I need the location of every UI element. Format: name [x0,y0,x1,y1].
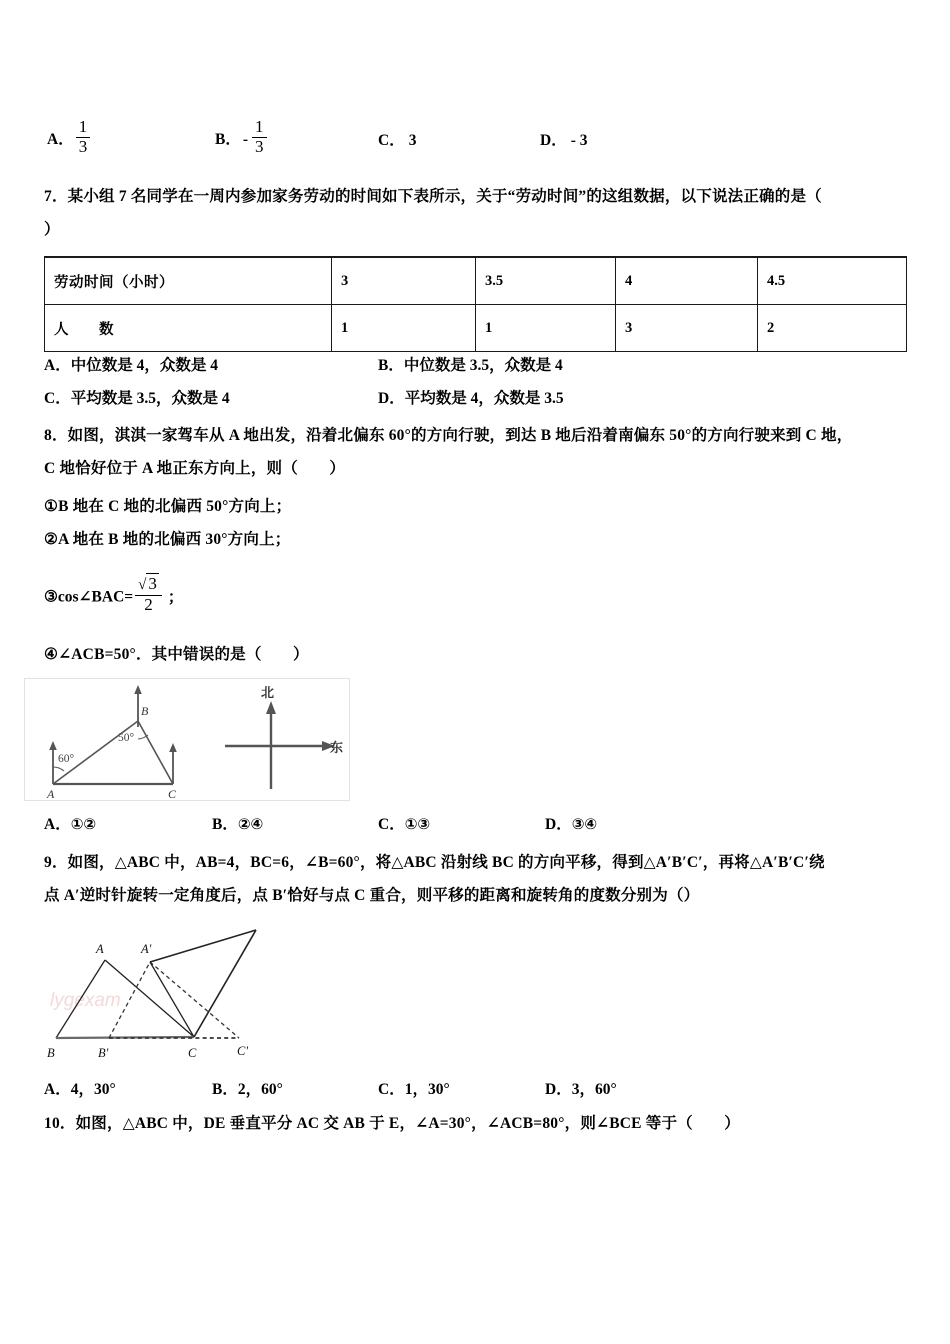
q9-option-a-text: 4，30° [70,1081,116,1098]
q8-option-c-key: C． [378,816,405,833]
q7-option-c-key: C． [44,390,71,407]
q8-item-4: ④∠ACB=50°．其中错误的是（ ） [44,646,309,663]
q7-stem-line1: 7．某小组 7 名同学在一周内参加家务劳动的时间如下表所示，关于“劳动时间”的这组数据，以下说法正确的是（ [44,188,822,205]
q8-item-2: ②A 地在 B 地的北偏西 30°方向上； [44,531,291,548]
q9-figure-svg [34,920,324,1065]
q9-option-b-text: 2，60° [237,1081,283,1098]
q7-option-d-text: 平均数是 4，众数是 3.5 [404,390,564,407]
q8-option-b [212,812,263,834]
q7-option-c-text: 平均数是 3.5，众数是 4 [70,390,230,407]
q8-option-d-text: ③④ [571,815,598,833]
q7-option-c [44,386,230,408]
table-cell: 3 [616,305,758,352]
q6-option-b-fraction [252,118,267,156]
north-arrow-c-head [169,743,177,752]
q6-option-a [47,118,92,156]
fraction-numerator [135,575,162,594]
q7-option-d [378,386,564,408]
q8-option-a-text: ①② [70,815,97,833]
q9-option-b-key: B． [212,1081,238,1098]
q6-option-c-value: 3 [408,132,417,149]
q8-figure [24,678,350,801]
fraction-denominator: 3 [78,136,88,156]
q8-item-3-prefix: ③cos∠BAC= [44,588,134,606]
q7-stem-line2: ） [44,221,60,238]
segment-aprime-c [150,962,194,1037]
q8-option-d-key: D． [545,816,572,833]
q8-label-c: C [168,787,177,800]
q6-option-c-key: C． [378,132,405,149]
q7-option-d-key: D． [378,390,405,407]
table-cell: 2 [758,305,907,352]
sqrt-icon: √ [138,577,147,593]
q9-option-d-key: D． [545,1081,572,1098]
table-row-header: 劳动时间（小时） [45,257,332,305]
q9-label-aprime: A' [141,942,152,956]
north-arrow-b-head [134,685,142,694]
segment-bc [138,721,173,784]
fraction-numerator: 1 [78,117,88,136]
q9-label-cprime: C' [237,1044,249,1058]
compass-north-head [266,701,276,714]
q10-stem-line1: 10．如图，△ABC 中，DE 垂直平分 AC 交 AB 于 E，∠A=30°，∠ACB=80°，则∠BCE 等于（ ） [44,1115,740,1132]
q7-option-a-text: 中位数是 4，众数是 4 [70,357,218,374]
q9-watermark: lygexam [50,990,121,1011]
table-cell: 3 [332,257,476,305]
q6-option-d-key: D． [540,132,567,149]
table-row [45,257,907,305]
q6-option-d [540,128,588,150]
q9-option-d [545,1077,617,1099]
q8-item-3-suffix: ； [167,588,184,606]
q8-stem-line1: 8．如图，淇淇一家驾车从 A 地出发，沿着北偏东 60°的方向行驶，到达 B 地后沿着南偏东 50°的方向行驶来到 C 地， [44,427,853,444]
q6-option-b [215,118,269,156]
q7-option-b-text: 中位数是 3.5，众数是 4 [403,357,563,374]
q6-option-d-value: - 3 [570,132,588,149]
q9-option-c [378,1077,450,1099]
q8-item-1: ①B 地在 C 地的北偏西 50°方向上； [44,498,292,515]
table-cell: 1 [476,305,616,352]
q8-option-b-text: ②④ [237,815,264,833]
table-cell: 1 [332,305,476,352]
q7-option-b [378,353,563,375]
q7-option-b-key: B． [378,357,404,374]
q8-item-3-fraction [135,575,162,614]
q8-option-c [378,812,430,834]
q9-label-a: A [96,942,104,956]
table-row-header: 人 数 [45,305,332,352]
q6-option-a-fraction [76,118,91,156]
table-cell: 4.5 [758,257,907,305]
q6-option-c [378,128,416,150]
q8-figure-svg [25,679,349,800]
table-cell: 4 [616,257,758,305]
q8-label-east: 东 [330,741,344,756]
q6-option-b-key: B． [215,130,241,148]
q9-label-bprime: B' [98,1046,109,1060]
q9-label-b: B [47,1046,55,1060]
q9-option-d-text: 3，60° [571,1081,617,1098]
q8-option-d [545,812,597,834]
labor-time-table [44,256,907,352]
q9-label-c: C [188,1046,197,1060]
q9-stem-line1: 9．如图，△ABC 中，AB=4，BC=6，∠B=60°，将△ABC 沿射线 BC 的方向平移，得到△A′B′C′，再将△A′B′C′绕 [44,854,825,871]
q9-option-c-key: C． [378,1081,405,1098]
segment-aprime-cprime [150,962,239,1038]
q8-label-north: 北 [261,686,275,701]
q8-label-b: B [141,704,149,718]
fraction-denominator: 2 [144,594,153,614]
q8-stem-line2: C 地恰好位于 A 地正东方向上，则（ ） [44,460,346,477]
q8-label-angle60: 60° [58,753,75,765]
q8-item-3 [44,575,183,614]
q8-option-b-key: B． [212,816,238,833]
q7-option-a-key: A． [44,357,71,374]
q9-stem-line2: 点 A′逆时针旋转一定角度后，点 B′恰好与点 C 重合，则平移的距离和旋转角的度数分别为（） [44,887,700,904]
q6-option-b-sign: - [242,130,249,148]
q8-label-angle50: 50° [118,732,135,744]
fraction-denominator: 3 [255,136,264,156]
q9-figure [34,920,324,1065]
q9-option-a-key: A． [44,1081,71,1098]
table-row [45,305,907,352]
q7-option-a [44,353,218,375]
fraction-numerator: 1 [255,117,264,136]
table-cell: 3.5 [476,257,616,305]
q9-option-a [44,1077,116,1099]
q8-label-a: A [47,787,55,800]
angle-arc-60 [53,767,64,771]
q9-option-c-text: 1，30° [404,1081,450,1098]
radicand: 3 [148,574,157,593]
q9-option-b [212,1077,283,1099]
north-arrow-a-head [49,741,57,750]
q8-option-c-text: ①③ [404,815,431,833]
q8-option-a-key: A． [44,816,71,833]
q6-option-a-key: A． [47,130,74,148]
q8-option-a [44,812,96,834]
